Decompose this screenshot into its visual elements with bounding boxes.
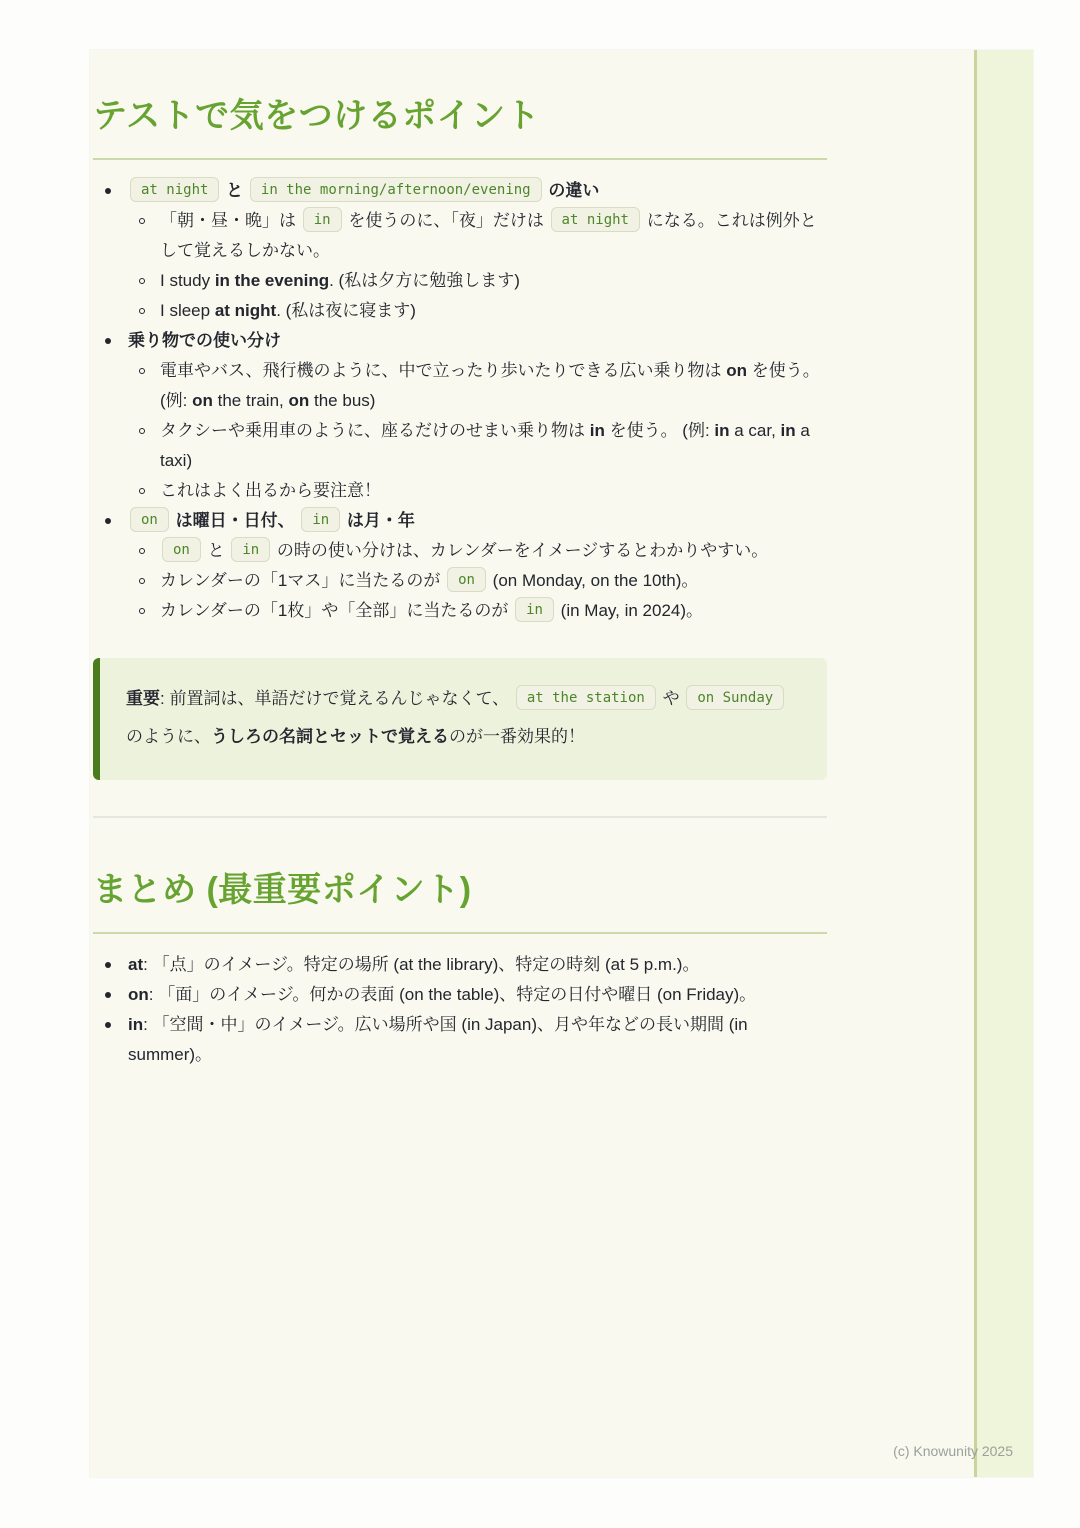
- text-segment: in: [714, 421, 730, 440]
- list-item-text: [160, 601, 703, 620]
- text-segment: 電車やバス、飛行機のように、中で立ったり歩いたりできる広い乗り物は: [160, 361, 727, 380]
- text-segment: これはよく出るから要注意！: [160, 481, 381, 500]
- bullet-icon: [105, 992, 111, 998]
- text-segment: at: [128, 955, 144, 974]
- list-item: [93, 950, 827, 980]
- list-item-text: [160, 571, 698, 590]
- page-right-margin-stripe: [974, 50, 1033, 1477]
- title-underline-rule: [93, 932, 827, 934]
- text-segment: や: [657, 689, 685, 708]
- callout-text: [126, 689, 786, 746]
- text-segment: in: [780, 421, 796, 440]
- bullet-icon: [105, 962, 111, 968]
- text-segment: タクシーや乗用車のように、座るだけのせまい乗り物は: [160, 421, 590, 440]
- copyright-text: (c) Knowunity 2025: [893, 1443, 1013, 1459]
- list-item-text: [160, 541, 768, 560]
- text-segment: を使う。 (例:: [160, 361, 820, 410]
- list-item: [93, 416, 827, 476]
- text-segment: うしろの名詞とセットで覚える: [211, 727, 449, 746]
- summary-list: [93, 950, 827, 1070]
- inline-code-chip: in: [515, 597, 554, 622]
- inline-code-chip: on: [162, 537, 201, 562]
- text-segment: の時の使い分けは、カレンダーをイメージするとわかりやすい。: [272, 541, 769, 560]
- list-item: [93, 206, 827, 266]
- list-item-text: [128, 181, 599, 200]
- section-title-summary: まとめ (最重要ポイント): [93, 871, 472, 909]
- list-item-text: [160, 421, 810, 470]
- bullet-icon: [105, 188, 111, 194]
- list-item: [93, 296, 827, 326]
- test-points-list: [93, 176, 827, 626]
- text-segment: I study: [160, 271, 215, 290]
- list-item-text: [128, 955, 699, 974]
- text-segment: 乗り物での使い分け: [128, 331, 281, 350]
- text-segment: on: [192, 391, 213, 410]
- inline-code-chip: on Sunday: [686, 685, 784, 710]
- bullet-icon: [139, 368, 145, 374]
- list-item-text: [160, 211, 817, 260]
- text-segment: . (私は夜に寝ます): [276, 301, 416, 320]
- bullet-icon: [139, 278, 145, 284]
- text-segment: on: [726, 361, 748, 380]
- text-segment: the bus): [309, 391, 376, 410]
- bullet-icon: [139, 488, 145, 494]
- title-underline-rule: [93, 158, 827, 160]
- text-segment: カレンダーの「1マス」に当たるのが: [160, 571, 446, 590]
- text-segment: : 前置詞は、単語だけで覚えるんじゃなくて、: [160, 689, 514, 708]
- text-segment: を使うのに、「夜」だけは: [343, 211, 549, 230]
- list-item: [93, 266, 827, 296]
- text-segment: I sleep: [160, 301, 215, 320]
- bullet-icon: [139, 428, 145, 434]
- text-segment: のが一番効果的！: [449, 727, 585, 746]
- list-item-text: [128, 1015, 748, 1064]
- bullet-icon: [139, 218, 145, 224]
- inline-code-chip: in: [303, 207, 342, 232]
- list-item-text: [160, 361, 820, 410]
- bullet-icon: [105, 1022, 111, 1028]
- text-segment: のように、: [126, 727, 211, 746]
- list-item: [93, 566, 827, 596]
- bullet-icon: [105, 518, 111, 524]
- inline-code-chip: at the station: [516, 685, 656, 710]
- text-segment: は曜日・日付、: [170, 511, 300, 530]
- list-item-text: [160, 481, 381, 500]
- list-item-text: [128, 331, 281, 350]
- text-segment: 「朝・昼・晩」は: [160, 211, 301, 230]
- list-item: [93, 596, 827, 626]
- bullet-icon: [139, 578, 145, 584]
- list-item: [93, 506, 827, 536]
- text-segment: は月・年: [342, 511, 415, 530]
- text-segment: : 「点」のイメージ。特定の場所 (at the library)、特定の時刻 (at 5 p.m.)。: [143, 955, 700, 974]
- inline-code-chip: in: [301, 507, 340, 532]
- list-item: [93, 1010, 827, 1070]
- section-title-test-points: テストで気をつけるポイント: [93, 97, 541, 135]
- document-page: [90, 50, 1033, 1477]
- text-segment: in: [589, 421, 605, 440]
- list-item-text: [128, 985, 756, 1004]
- bullet-icon: [139, 548, 145, 554]
- text-segment: を使う。 (例:: [604, 421, 715, 440]
- text-segment: の違い: [543, 181, 600, 200]
- text-segment: 重要: [126, 689, 160, 708]
- list-item: [93, 176, 827, 206]
- text-segment: . (私は夕方に勉強します): [329, 271, 520, 290]
- list-item: [93, 476, 827, 506]
- bullet-icon: [139, 608, 145, 614]
- text-segment: と: [202, 541, 230, 560]
- important-callout: [93, 658, 827, 780]
- inline-code-chip: on: [130, 507, 169, 532]
- text-segment: the train,: [212, 391, 289, 410]
- list-item: [93, 356, 827, 416]
- section-divider: [93, 816, 827, 818]
- page-content: [93, 50, 827, 1070]
- list-item-text: [160, 301, 416, 320]
- text-segment: in the evening: [214, 271, 330, 290]
- text-segment: at night: [214, 301, 277, 320]
- inline-code-chip: in: [231, 537, 270, 562]
- inline-code-chip: at night: [130, 177, 219, 202]
- text-segment: on: [288, 391, 310, 410]
- inline-code-chip: on: [447, 567, 486, 592]
- list-item-text: [160, 271, 520, 290]
- text-segment: : 「空間・中」のイメージ。広い場所や国 (in Japan)、月や年などの長い期間 (in summer)。: [128, 1015, 748, 1064]
- list-item: [93, 326, 827, 356]
- text-segment: a car,: [729, 421, 781, 440]
- list-item: [93, 536, 827, 566]
- bullet-icon: [139, 308, 145, 314]
- inline-code-chip: at night: [551, 207, 640, 232]
- text-segment: in: [128, 1015, 144, 1034]
- text-segment: と: [221, 181, 248, 200]
- list-item-text: [128, 511, 415, 530]
- text-segment: : 「面」のイメージ。何かの表面 (on the table)、特定の日付や曜日 (on Friday)。: [148, 985, 757, 1004]
- text-segment: になる。これは例外として覚えるしかない。: [160, 211, 817, 260]
- inline-code-chip: in the morning/afternoon/evening: [250, 177, 542, 202]
- text-segment: (in May, in 2024)。: [555, 601, 704, 620]
- list-item: [93, 980, 827, 1010]
- text-segment: on: [128, 985, 149, 1004]
- text-segment: (on Monday, on the 10th)。: [487, 571, 699, 590]
- text-segment: カレンダーの「1枚」や「全部」に当たるのが: [160, 601, 514, 620]
- text-segment: a taxi): [160, 421, 810, 470]
- bullet-icon: [105, 338, 111, 344]
